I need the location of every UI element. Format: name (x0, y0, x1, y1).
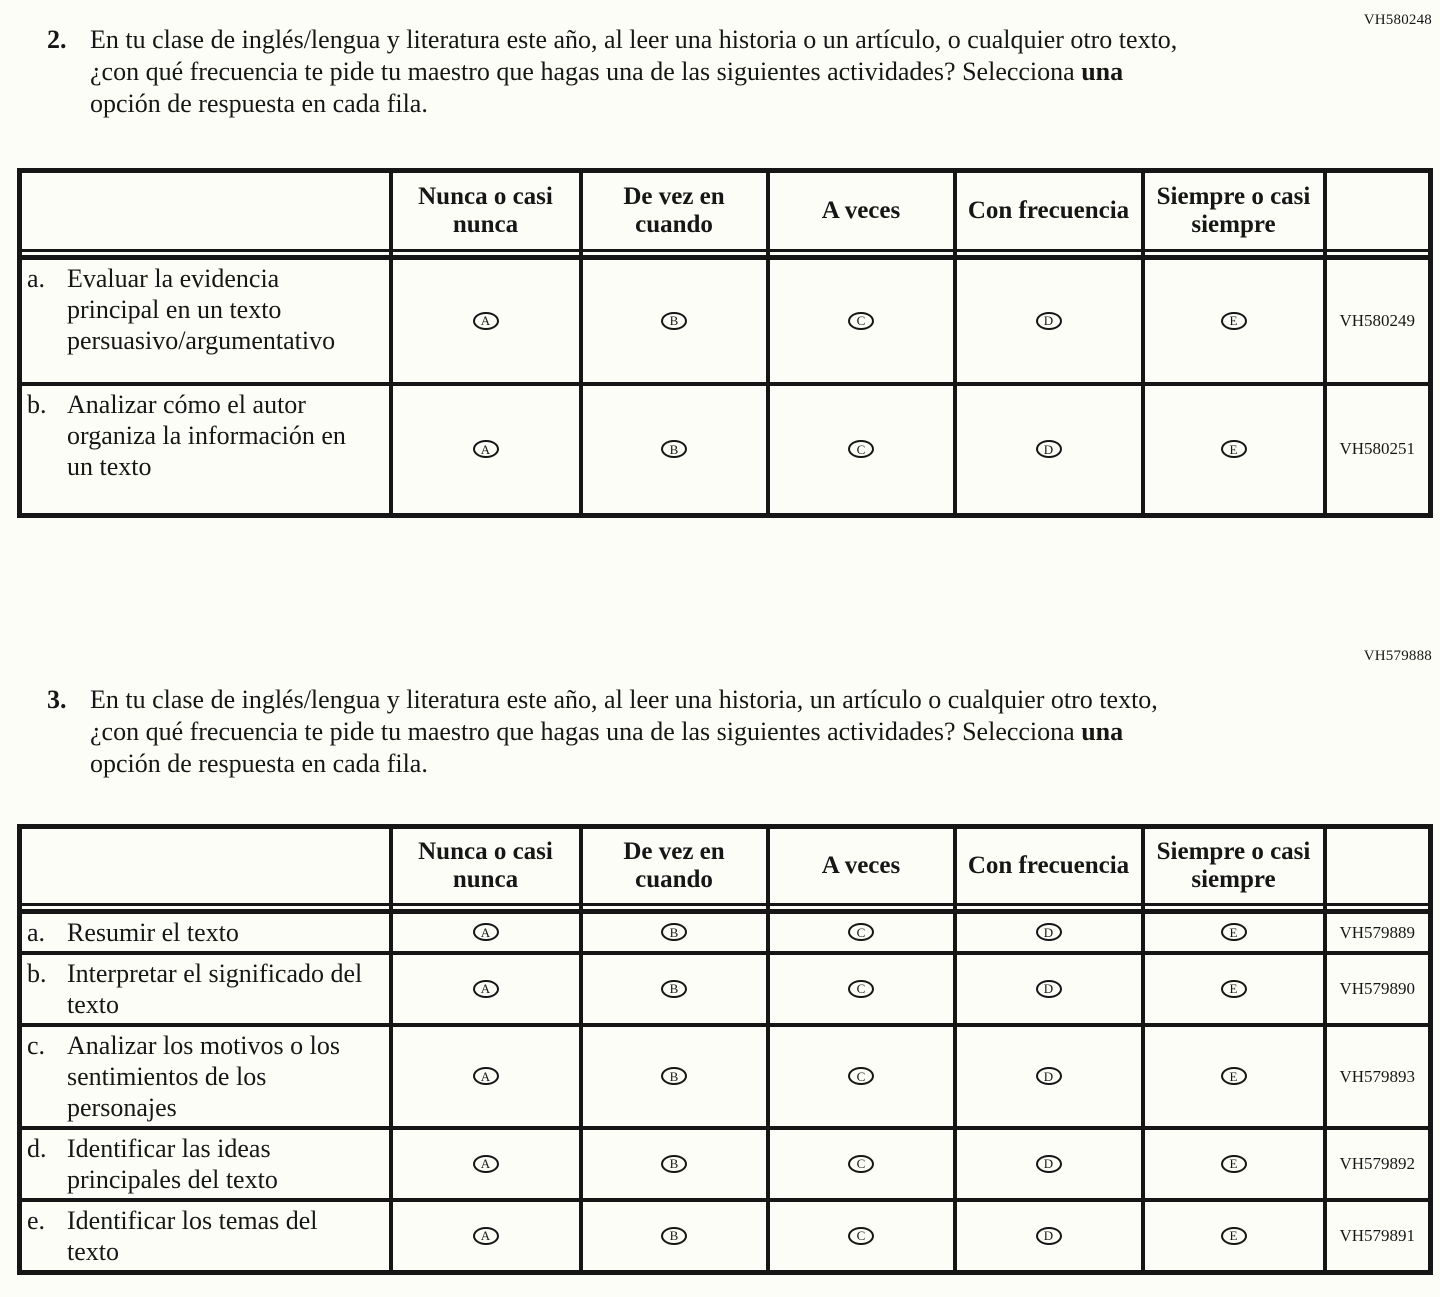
rule-cell (391, 905, 581, 912)
option-cell (581, 1200, 768, 1273)
option-letter: E (1229, 1228, 1238, 1244)
question-3-text-bold: una (1081, 717, 1124, 746)
option-cell (1143, 953, 1325, 1025)
option-bubble-d[interactable] (1036, 1227, 1062, 1245)
rule-cell (768, 251, 955, 258)
option-bubble-a[interactable] (473, 980, 499, 998)
empty-header-cell (20, 171, 391, 251)
option-bubble-d[interactable] (1036, 923, 1062, 941)
option-bubble-a[interactable] (473, 1155, 499, 1173)
question-2-text-bold: una (1081, 57, 1124, 86)
option-cell (955, 258, 1143, 384)
option-letter: A (480, 441, 491, 457)
column-header-never: Nunca o casi nunca (391, 171, 581, 251)
option-letter: B (669, 1068, 679, 1084)
option-cell (768, 258, 955, 384)
option-cell (581, 1128, 768, 1200)
table-row-a (20, 912, 1431, 954)
option-cell (955, 1025, 1143, 1128)
option-bubble-a[interactable] (473, 1067, 499, 1085)
question-2-number: 2. (47, 25, 67, 54)
option-bubble-d[interactable] (1036, 1155, 1062, 1173)
table-row-a (20, 258, 1431, 384)
row-code: VH580251 (1325, 384, 1431, 516)
option-cell (391, 912, 581, 954)
rule-cell (20, 251, 391, 258)
option-bubble-c[interactable] (848, 980, 874, 998)
question-3 (47, 684, 1190, 780)
option-cell (1143, 258, 1325, 384)
option-letter: D (1043, 1068, 1054, 1084)
option-cell (768, 1200, 955, 1273)
question-2 (47, 24, 1190, 120)
row-letter: b. (27, 389, 47, 419)
column-header-never: Nunca o casi nunca (391, 827, 581, 905)
option-cell (581, 953, 768, 1025)
row-label: Analizar los motivos o los sentimientos de los personajes (67, 1031, 340, 1122)
header-row (20, 171, 1431, 251)
option-letter: C (856, 981, 866, 997)
table-row-e (20, 1200, 1431, 1273)
option-letter: B (669, 313, 679, 328)
option-cell (1143, 1200, 1325, 1273)
option-bubble-c[interactable] (848, 923, 874, 941)
option-letter: C (856, 924, 866, 940)
option-bubble-a[interactable] (473, 440, 499, 458)
question-3-text (90, 684, 1190, 780)
double-rule (20, 251, 1431, 258)
option-bubble-e[interactable] (1221, 1155, 1247, 1173)
option-letter: A (480, 981, 491, 997)
option-cell (1143, 384, 1325, 516)
option-bubble-d[interactable] (1036, 980, 1062, 998)
option-letter: E (1229, 313, 1238, 328)
option-bubble-b[interactable] (661, 1155, 687, 1173)
option-cell (391, 953, 581, 1025)
option-bubble-c[interactable] (848, 312, 874, 330)
row-label-cell (20, 1025, 391, 1128)
option-letter: E (1229, 441, 1238, 457)
column-header-always: Siempre o casi siempre (1143, 827, 1325, 905)
option-letter: A (480, 924, 491, 940)
row-letter: e. (27, 1206, 46, 1235)
option-letter: B (669, 1156, 679, 1172)
option-letter: C (856, 1156, 866, 1172)
empty-header-cell (1325, 827, 1431, 905)
option-letter: B (669, 981, 679, 997)
question-3-table (17, 824, 1433, 1275)
option-bubble-a[interactable] (473, 312, 499, 330)
option-cell (391, 258, 581, 384)
column-header-once-in-a-while: De vez en cuando (581, 827, 768, 905)
item-code-question-2: VH580248 (1363, 12, 1432, 28)
option-letter: C (856, 313, 866, 328)
rule-cell (1143, 905, 1325, 912)
table-row-b (20, 384, 1431, 516)
row-code: VH579892 (1325, 1128, 1431, 1200)
option-letter: C (856, 1228, 866, 1244)
option-letter: D (1043, 1156, 1054, 1172)
option-cell (955, 953, 1143, 1025)
option-cell (955, 1128, 1143, 1200)
empty-header-cell (1325, 171, 1431, 251)
option-bubble-b[interactable] (661, 1227, 687, 1245)
option-letter: A (480, 1068, 491, 1084)
option-cell (1143, 1128, 1325, 1200)
column-header-once-in-a-while: De vez en cuando (581, 171, 768, 251)
option-cell (768, 384, 955, 516)
option-cell (768, 953, 955, 1025)
row-code: VH579889 (1325, 912, 1431, 954)
row-label: Interpretar el significado del texto (67, 959, 363, 1019)
option-letter: E (1229, 1156, 1238, 1172)
row-label: Identificar los temas del texto (67, 1206, 318, 1266)
rule-cell (581, 251, 768, 258)
rule-cell (391, 251, 581, 258)
row-letter: a. (27, 918, 46, 947)
row-letter: d. (27, 1134, 47, 1163)
table-row-d (20, 1128, 1431, 1200)
rule-cell (1325, 251, 1431, 258)
option-bubble-c[interactable] (848, 1227, 874, 1245)
row-label-cell (20, 912, 391, 954)
option-letter: A (480, 313, 491, 328)
option-letter: B (669, 924, 679, 940)
header-row (20, 827, 1431, 905)
option-letter: B (669, 441, 679, 457)
row-label: Identificar las ideas principales del texto (67, 1134, 278, 1194)
question-2-table (17, 168, 1433, 518)
rule-cell (955, 251, 1143, 258)
row-label-cell (20, 1200, 391, 1273)
option-cell (581, 912, 768, 954)
option-cell (581, 258, 768, 384)
row-letter: a. (27, 264, 46, 293)
option-bubble-e[interactable] (1221, 440, 1247, 458)
question-3-text-after: opción de respuesta en cada fila. (90, 749, 428, 778)
row-code: VH579890 (1325, 953, 1431, 1025)
row-letter: b. (27, 959, 47, 988)
option-bubble-e[interactable] (1221, 923, 1247, 941)
option-bubble-b[interactable] (661, 980, 687, 998)
row-letter: c. (27, 1031, 46, 1060)
option-bubble-a[interactable] (473, 1227, 499, 1245)
option-cell (391, 384, 581, 516)
option-bubble-c[interactable] (848, 1067, 874, 1085)
option-letter: D (1043, 1228, 1054, 1244)
row-code: VH580249 (1325, 258, 1431, 384)
option-letter: B (669, 1228, 679, 1244)
option-cell (768, 1025, 955, 1128)
row-label-cell (20, 1128, 391, 1200)
row-label: Evaluar la evidencia principal en un texto persuasivo/argumentativo (67, 264, 336, 355)
option-bubble-e[interactable] (1221, 1067, 1247, 1085)
rule-cell (1143, 251, 1325, 258)
rule-cell (581, 905, 768, 912)
question-2-text (90, 24, 1190, 120)
column-header-frequently: Con frecuencia (955, 827, 1143, 905)
row-label-cell (20, 258, 391, 384)
option-letter: E (1229, 981, 1238, 997)
table-row-c (20, 1025, 1431, 1128)
option-bubble-b[interactable] (661, 440, 687, 458)
rule-cell (955, 905, 1143, 912)
option-bubble-e[interactable] (1221, 1227, 1247, 1245)
rule-cell (20, 905, 391, 912)
column-header-sometimes: A veces (768, 171, 955, 251)
option-letter: C (856, 441, 866, 457)
option-letter: C (856, 1068, 866, 1084)
option-bubble-b[interactable] (661, 923, 687, 941)
option-bubble-c[interactable] (848, 440, 874, 458)
option-letter: D (1043, 924, 1054, 940)
question-3-text-before: En tu clase de inglés/lengua y literatura este año, al leer una historia, un artículo o cualquier otro texto, ¿con qué frecuencia te pide tu maestro que hagas una de las siguientes actividades? Selecciona (90, 685, 1158, 746)
option-cell (581, 1025, 768, 1128)
option-bubble-a[interactable] (473, 923, 499, 941)
option-cell (1143, 912, 1325, 954)
option-bubble-e[interactable] (1221, 312, 1247, 330)
option-cell (391, 1128, 581, 1200)
column-header-frequently: Con frecuencia (955, 171, 1143, 251)
option-bubble-c[interactable] (848, 1155, 874, 1173)
option-bubble-e[interactable] (1221, 980, 1247, 998)
rule-cell (1325, 905, 1431, 912)
row-code: VH579893 (1325, 1025, 1431, 1128)
option-cell (955, 384, 1143, 516)
row-label-cell (20, 384, 391, 516)
empty-header-cell (20, 827, 391, 905)
option-letter: E (1229, 1068, 1238, 1084)
option-bubble-b[interactable] (661, 312, 687, 330)
option-cell (391, 1200, 581, 1273)
option-letter: D (1043, 981, 1054, 997)
row-label: Analizar cómo el autor organiza la información en un texto (67, 389, 346, 481)
row-label: Resumir el texto (67, 918, 239, 947)
option-letter: D (1043, 441, 1054, 457)
option-cell (581, 384, 768, 516)
option-cell (768, 1128, 955, 1200)
option-cell (391, 1025, 581, 1128)
option-bubble-d[interactable] (1036, 1067, 1062, 1085)
rule-cell (768, 905, 955, 912)
item-code-question-3: VH579888 (1363, 648, 1432, 664)
question-2-text-before: En tu clase de inglés/lengua y literatura este año, al leer una historia o un artículo, o cualquier otro texto, ¿con qué frecuencia te pide tu maestro que hagas una de las siguientes actividades? Selecciona (90, 25, 1178, 86)
question-2-text-after: opción de respuesta en cada fila. (90, 89, 428, 118)
option-cell (955, 1200, 1143, 1273)
option-letter: E (1229, 924, 1238, 940)
option-cell (1143, 1025, 1325, 1128)
question-3-number: 3. (47, 685, 67, 714)
option-cell (768, 912, 955, 954)
option-cell (955, 912, 1143, 954)
option-letter: A (480, 1156, 491, 1172)
row-label-cell (20, 953, 391, 1025)
table-row-b (20, 953, 1431, 1025)
option-bubble-d[interactable] (1036, 440, 1062, 458)
column-header-always: Siempre o casi siempre (1143, 171, 1325, 251)
option-bubble-d[interactable] (1036, 312, 1062, 330)
option-letter: A (480, 1228, 491, 1244)
option-bubble-b[interactable] (661, 1067, 687, 1085)
row-code: VH579891 (1325, 1200, 1431, 1273)
option-letter: D (1043, 313, 1054, 328)
double-rule (20, 905, 1431, 912)
column-header-sometimes: A veces (768, 827, 955, 905)
